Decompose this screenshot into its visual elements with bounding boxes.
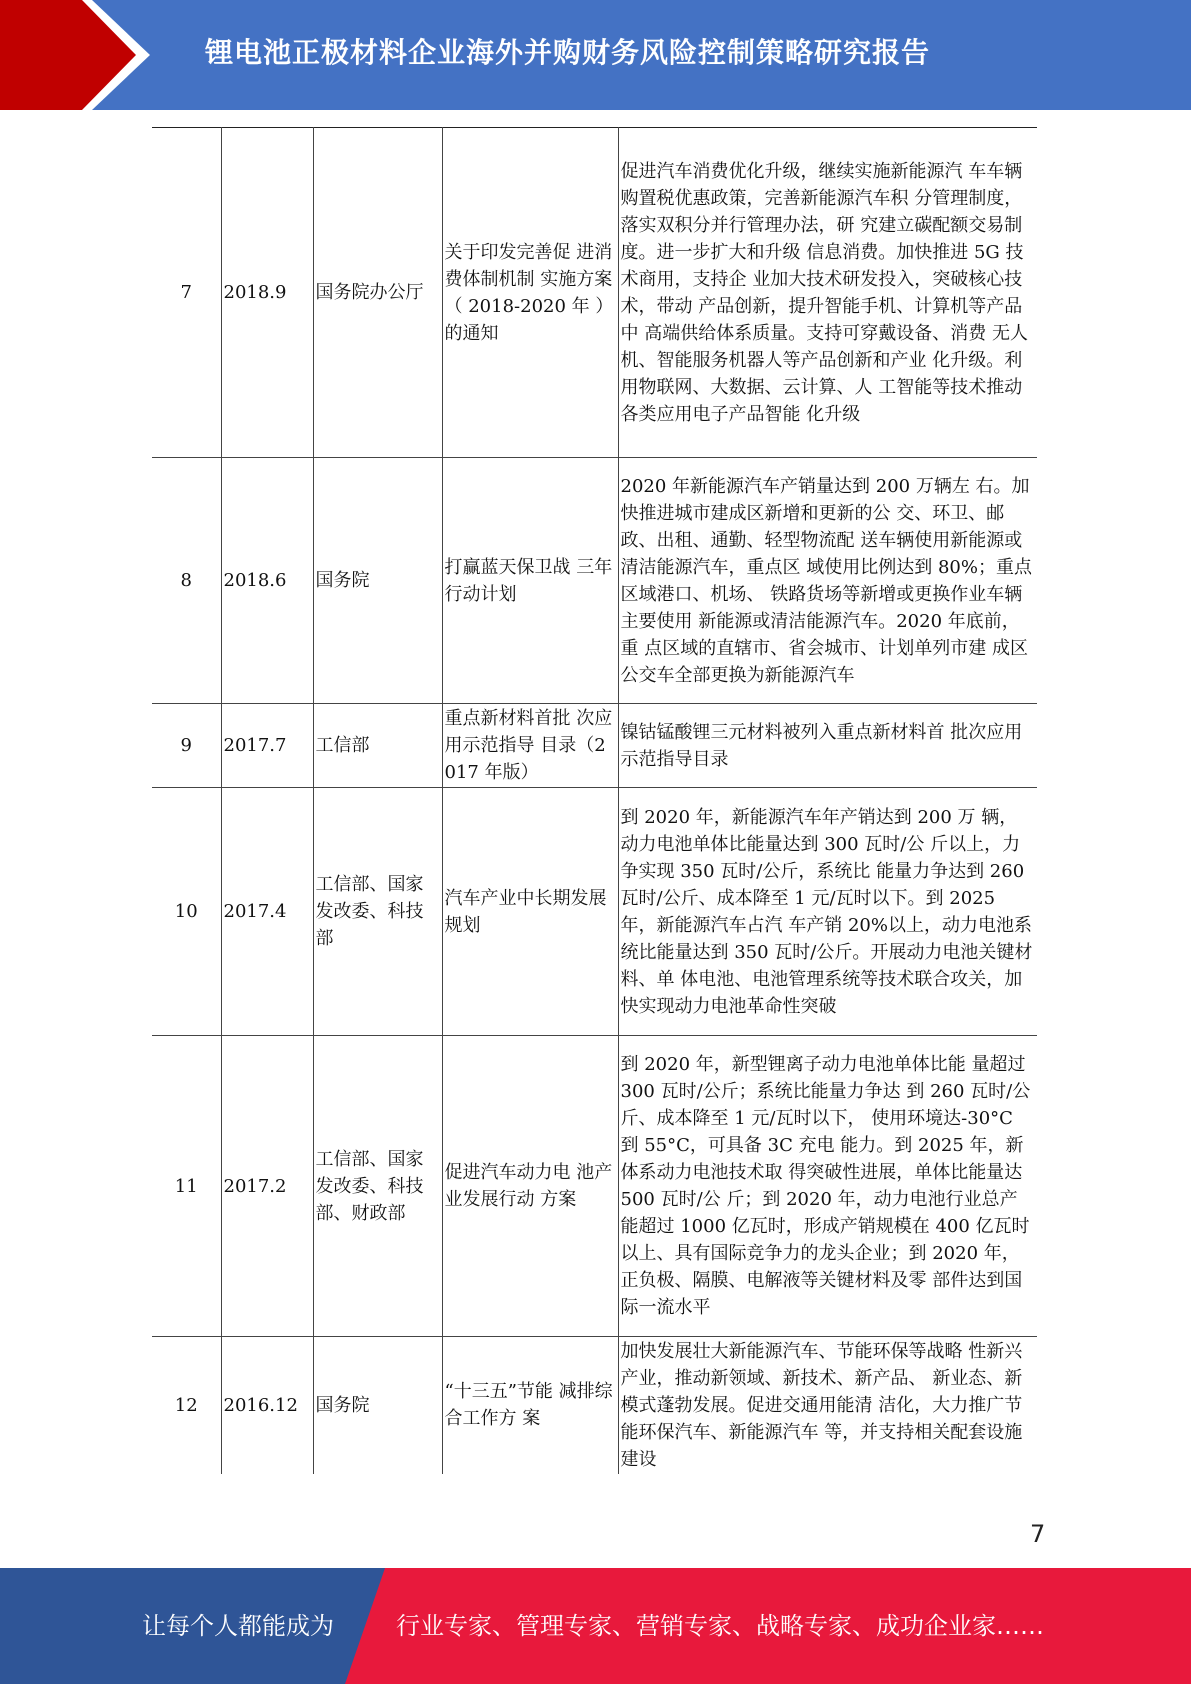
page-footer — [0, 1568, 1191, 1684]
row-number: 9 — [152, 704, 221, 788]
footer-slogan-right: 行业专家、管理专家、营销专家、战略专家、成功企业家…… — [396, 1612, 1044, 1640]
issuing-department: 工信部、国家发改委、科技部 — [313, 788, 442, 1036]
table-row — [152, 704, 1037, 788]
issue-date: 2018.6 — [221, 458, 313, 704]
footer-slogan-left: 让每个人都能成为 — [142, 1612, 334, 1640]
issuing-department: 国务院 — [313, 458, 442, 704]
issuing-department: 工信部 — [313, 704, 442, 788]
policy-content: 到 2020 年，新能源汽车年产销达到 200 万 辆，动力电池单体比能量达到 300 瓦时/公 斤以上，力争实现 350 瓦时/公斤，系统比 能量力争达到 260 瓦时/公斤、成本降至 1 元/瓦时以下。到 2025 年，新能源汽车占汽 车产销 20%以上，动力电池系统比能量达到 350 瓦时/公斤。开展动力电池关键材料、单 体电池、电池管理系统等技术联合攻关，加 快实现动力电池革命性突破 — [618, 788, 1037, 1036]
policy-title: 促进汽车动力电 池产业发展行动 方案 — [442, 1036, 618, 1337]
issue-date: 2017.2 — [221, 1036, 313, 1337]
issue-date: 2017.7 — [221, 704, 313, 788]
policy-content: 2020 年新能源汽车产销量达到 200 万辆左 右。加快推进城市建成区新增和更新的公 交、环卫、邮政、出租、通勤、轻型物流配 送车辆使用新能源或清洁能源汽车，重点区 域使用比例达到 80%；重点区域港口、机场、 铁路货场等新增或更换作业车辆主要使用 新能源或清洁能源汽车。2020 年底前，重 点区域的直辖市、省会城市、计划单列市建 成区公交车全部更换为新能源汽车 — [618, 458, 1037, 704]
policy-title: 汽车产业中长期发展规划 — [442, 788, 618, 1036]
table-row — [152, 1036, 1037, 1337]
row-number: 8 — [152, 458, 221, 704]
row-number: 11 — [152, 1036, 221, 1337]
policy-content: 促进汽车消费优化升级，继续实施新能源汽 车车辆购置税优惠政策，完善新能源汽车积 分管理制度，落实双积分并行管理办法，研 究建立碳配额交易制度。进一步扩大和升级 信息消费。加快推进 5G 技术商用，支持企 业加大技术研发投入，突破核心技术，带动 产品创新，提升智能手机、计算机等产品中 高端供给体系质量。支持可穿戴设备、消费 无人机、智能服务机器人等产品创新和产业 化升级。利用物联网、大数据、云计算、人 工智能等技术推动各类应用电子产品智能 化升级 — [618, 128, 1037, 458]
policy-title: “十三五”节能 减排综合工作方 案 — [442, 1337, 618, 1474]
policy-content: 镍钴锰酸锂三元材料被列入重点新材料首 批次应用示范指导目录 — [618, 704, 1037, 788]
issuing-department: 国务院 — [313, 1337, 442, 1474]
policy-content: 加快发展壮大新能源汽车、节能环保等战略 性新兴产业，推动新领域、新技术、新产品、 新业态、新模式蓬勃发展。促进交通用能清 洁化，大力推广节能环保汽车、新能源汽车 等，并支持相关配套设施建设 — [618, 1337, 1037, 1474]
report-title: 锂电池正极材料企业海外并购财务风险控制策略研究报告 — [205, 36, 931, 69]
issue-date: 2017.4 — [221, 788, 313, 1036]
row-number: 7 — [152, 128, 221, 458]
table-row — [152, 1337, 1037, 1474]
page-number: 7 — [1030, 1520, 1046, 1548]
policy-title: 关于印发完善促 进消费体制机制 实施方案（ 2018-2020 年 ）的通知 — [442, 128, 618, 458]
issue-date: 2016.12 — [221, 1337, 313, 1474]
header-arrow-decoration — [0, 0, 150, 110]
policy-table — [152, 127, 1037, 1474]
policy-title: 打赢蓝天保卫战 三年行动计划 — [442, 458, 618, 704]
row-number: 10 — [152, 788, 221, 1036]
page-header — [0, 0, 1191, 110]
policy-content: 到 2020 年，新型锂离子动力电池单体比能 量超过 300 瓦时/公斤；系统比能量力争达 到 260 瓦时/公斤、成本降至 1 元/瓦时以下， 使用环境达-30°C 到 55°C，可具备 3C 充电 能力。到 2025 年，新体系动力电池技术取 得突破性进展，单体比能量达 500 瓦时/公 斤；到 2020 年，动力电池行业总产能超过 1000 亿瓦时，形成产销规模在 400 亿瓦时 以上、具有国际竞争力的龙头企业；到 2020 年，正负极、隔膜、电解液等关键材料及零 部件达到国际一流水平 — [618, 1036, 1037, 1337]
issuing-department: 工信部、国家发改委、科技部、财政部 — [313, 1036, 442, 1337]
row-number: 12 — [152, 1337, 221, 1474]
table-row — [152, 788, 1037, 1036]
issuing-department: 国务院办公厅 — [313, 128, 442, 458]
table-row — [152, 128, 1037, 458]
table-row — [152, 458, 1037, 704]
policy-title: 重点新材料首批 次应用示范指导 目录（2017 年版） — [442, 704, 618, 788]
issue-date: 2018.9 — [221, 128, 313, 458]
